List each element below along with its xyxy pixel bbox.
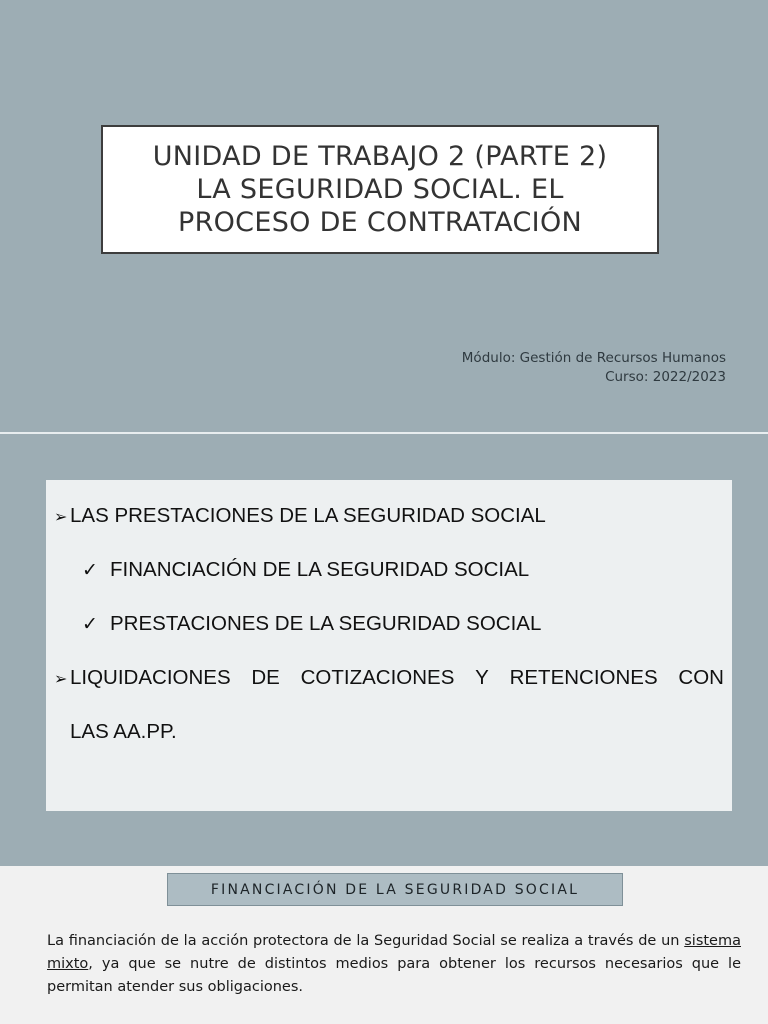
title-line-2: LA SEGURIDAD SOCIAL. EL <box>196 174 564 205</box>
arrow-bullet-icon: ➢ <box>54 509 68 526</box>
list-item <box>54 556 724 610</box>
section-heading: FINANCIACIÓN DE LA SEGURIDAD SOCIAL <box>167 873 623 906</box>
paragraph-text: , ya que se nutre de distintos medios para obtener los recursos necesarios que le permitan atender sus obligaciones. <box>47 956 741 995</box>
list-item-continuation: LAS AA.PP. <box>70 720 177 743</box>
contents-slide <box>0 434 768 866</box>
word: CON <box>678 666 724 689</box>
word: LIQUIDACIONES <box>70 666 231 689</box>
financing-slide <box>0 866 768 1024</box>
word: RETENCIONES <box>509 666 658 689</box>
module-label: Módulo: Gestión de Recursos Humanos <box>461 350 726 366</box>
course-label: Curso: 2022/2023 <box>605 369 726 385</box>
paragraph-text: La financiación de la acción protectora de la Seguridad Social se realiza a través de un <box>47 933 685 949</box>
check-bullet-icon: ✓ <box>82 560 98 581</box>
arrow-bullet-icon: ➢ <box>54 671 68 688</box>
check-bullet-icon: ✓ <box>82 614 98 635</box>
word: COTIZACIONES <box>300 666 455 689</box>
body-paragraph <box>47 930 741 999</box>
title-slide <box>0 0 768 432</box>
title-line-3: PROCESO DE CONTRATACIÓN <box>177 207 582 238</box>
slide-subtitle <box>462 349 726 387</box>
word: Y <box>475 666 489 689</box>
list-item-text: PRESTACIONES DE LA SEGURIDAD SOCIAL <box>110 612 542 635</box>
slide-title-box <box>101 125 659 254</box>
list-item <box>54 502 724 556</box>
list-item-text: LAS PRESTACIONES DE LA SEGURIDAD SOCIAL <box>70 504 546 527</box>
list-item <box>54 610 724 664</box>
contents-box <box>46 480 732 811</box>
list-item-text <box>70 664 724 692</box>
underlined-term: sistema mixto <box>47 933 741 972</box>
word: DE <box>251 666 280 689</box>
list-item <box>54 664 724 718</box>
title-line-1: UNIDAD DE TRABAJO 2 (PARTE 2) <box>152 141 608 172</box>
list-item-text: FINANCIACIÓN DE LA SEGURIDAD SOCIAL <box>110 558 530 581</box>
